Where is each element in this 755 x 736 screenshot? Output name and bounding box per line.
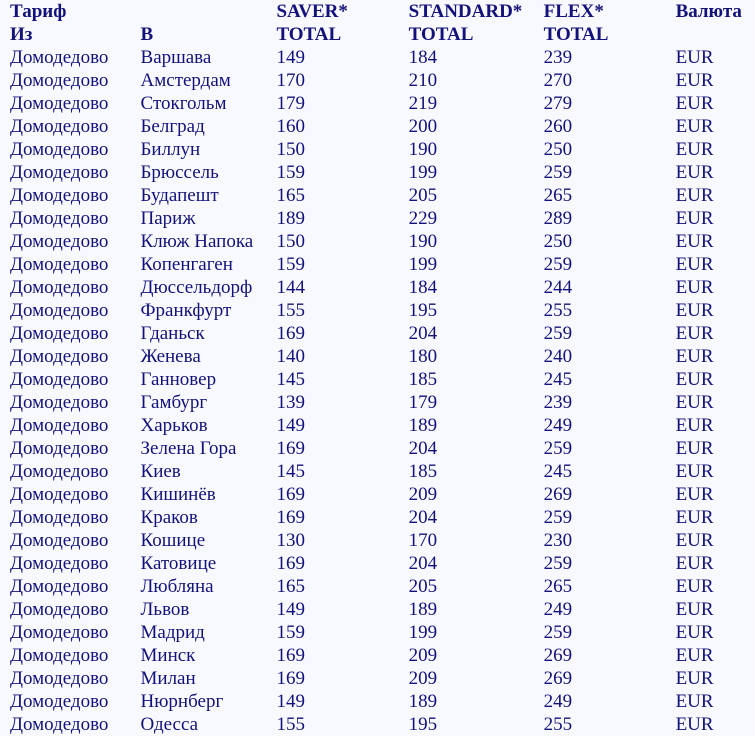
cell-to: Нюрнберг (140, 691, 224, 712)
cell-standard-total: 205 (408, 185, 438, 206)
cell-to: Милан (140, 668, 196, 689)
header-flex-total: TOTAL (543, 24, 609, 45)
cell-to: Катовице (140, 553, 217, 574)
cell-standard-total: 204 (408, 438, 438, 459)
cell-standard-total: 180 (408, 346, 438, 367)
cell-saver-total: 149 (276, 47, 305, 68)
table-row (10, 46, 755, 69)
cell-saver-total: 159 (276, 622, 305, 643)
cell-from: Домодедово (10, 185, 109, 206)
cell-flex-total: 270 (543, 70, 573, 91)
cell-standard-total: 229 (408, 208, 438, 229)
cell-flex-total: 279 (543, 93, 573, 114)
header-standard: STANDARD* (408, 1, 523, 22)
cell-from: Домодедово (10, 622, 109, 643)
cell-currency: EUR (675, 668, 714, 689)
cell-currency: EUR (675, 116, 714, 137)
cell-standard-total: 204 (408, 323, 438, 344)
cell-standard-total: 195 (408, 300, 438, 321)
header-saver-total: TOTAL (276, 24, 342, 45)
cell-from: Домодедово (10, 346, 109, 367)
cell-flex-total: 269 (543, 668, 573, 689)
cell-to: Белград (140, 116, 205, 137)
table-row (10, 230, 755, 253)
cell-from: Домодедово (10, 208, 109, 229)
cell-standard-total: 184 (408, 277, 438, 298)
cell-standard-total: 199 (408, 254, 438, 275)
cell-from: Домодедово (10, 576, 109, 597)
cell-saver-total: 169 (276, 668, 305, 689)
header-to: В (140, 24, 154, 45)
cell-saver-total: 159 (276, 162, 305, 183)
cell-currency: EUR (675, 323, 714, 344)
cell-from: Домодедово (10, 254, 109, 275)
table-row (10, 644, 755, 667)
table-row (10, 598, 755, 621)
cell-flex-total: 259 (543, 323, 573, 344)
cell-from: Домодедово (10, 668, 109, 689)
table-row (10, 414, 755, 437)
cell-currency: EUR (675, 47, 714, 68)
cell-currency: EUR (675, 461, 714, 482)
table-row (10, 207, 755, 230)
table-row (10, 460, 755, 483)
cell-to: Женева (140, 346, 201, 367)
cell-standard-total: 199 (408, 622, 438, 643)
header-row-2 (10, 23, 755, 46)
table-row (10, 161, 755, 184)
table-row (10, 299, 755, 322)
cell-to: Львов (140, 599, 190, 620)
cell-flex-total: 239 (543, 47, 573, 68)
cell-standard-total: 190 (408, 139, 438, 160)
cell-standard-total: 189 (408, 691, 438, 712)
cell-currency: EUR (675, 530, 714, 551)
cell-to: Париж (140, 208, 196, 229)
cell-to: Минск (140, 645, 196, 666)
cell-flex-total: 230 (543, 530, 573, 551)
cell-standard-total: 185 (408, 461, 438, 482)
cell-from: Домодедово (10, 553, 109, 574)
cell-standard-total: 184 (408, 47, 438, 68)
cell-currency: EUR (675, 254, 714, 275)
cell-standard-total: 204 (408, 507, 438, 528)
cell-flex-total: 255 (543, 300, 573, 321)
cell-standard-total: 190 (408, 231, 438, 252)
cell-saver-total: 149 (276, 415, 305, 436)
cell-saver-total: 140 (276, 346, 305, 367)
table-row (10, 391, 755, 414)
cell-from: Домодедово (10, 162, 109, 183)
cell-flex-total: 269 (543, 484, 573, 505)
cell-currency: EUR (675, 645, 714, 666)
cell-flex-total: 259 (543, 507, 573, 528)
cell-currency: EUR (675, 691, 714, 712)
cell-saver-total: 169 (276, 507, 305, 528)
cell-flex-total: 239 (543, 392, 573, 413)
cell-saver-total: 155 (276, 300, 305, 321)
cell-currency: EUR (675, 415, 714, 436)
cell-flex-total: 250 (543, 231, 573, 252)
cell-from: Домодедово (10, 691, 109, 712)
cell-saver-total: 169 (276, 438, 305, 459)
header-saver: SAVER* (276, 1, 348, 22)
cell-from: Домодедово (10, 714, 109, 735)
cell-to: Ганновер (140, 369, 217, 390)
cell-flex-total: 265 (543, 185, 573, 206)
cell-flex-total: 260 (543, 116, 573, 137)
cell-saver-total: 149 (276, 599, 305, 620)
cell-to: Стокгольм (140, 93, 227, 114)
header-from: Из (10, 24, 33, 45)
cell-saver-total: 165 (276, 576, 305, 597)
cell-from: Домодедово (10, 300, 109, 321)
table-row (10, 506, 755, 529)
cell-saver-total: 150 (276, 139, 305, 160)
cell-to: Кишинёв (140, 484, 216, 505)
cell-currency: EUR (675, 277, 714, 298)
cell-flex-total: 269 (543, 645, 573, 666)
cell-currency: EUR (675, 622, 714, 643)
cell-currency: EUR (675, 70, 714, 91)
cell-from: Домодедово (10, 369, 109, 390)
header-row-1 (10, 0, 755, 23)
table-body (10, 46, 755, 736)
cell-to: Амстердам (140, 70, 231, 91)
cell-saver-total: 150 (276, 231, 305, 252)
cell-from: Домодедово (10, 415, 109, 436)
cell-currency: EUR (675, 162, 714, 183)
cell-from: Домодедово (10, 70, 109, 91)
cell-to: Харьков (140, 415, 208, 436)
cell-to: Одесса (140, 714, 199, 735)
cell-flex-total: 249 (543, 599, 573, 620)
cell-standard-total: 210 (408, 70, 438, 91)
cell-from: Домодедово (10, 438, 109, 459)
cell-saver-total: 145 (276, 461, 305, 482)
header-currency-sub (676, 23, 755, 46)
cell-from: Домодедово (10, 392, 109, 413)
cell-currency: EUR (675, 208, 714, 229)
table-row (10, 322, 755, 345)
cell-standard-total: 209 (408, 668, 438, 689)
cell-standard-total: 179 (408, 392, 438, 413)
table-header (10, 0, 755, 46)
cell-standard-total: 189 (408, 415, 438, 436)
cell-from: Домодедово (10, 323, 109, 344)
cell-flex-total: 245 (543, 369, 573, 390)
cell-saver-total: 139 (276, 392, 305, 413)
header-empty (141, 0, 277, 23)
cell-currency: EUR (675, 438, 714, 459)
cell-to: Мадрид (140, 622, 205, 643)
cell-saver-total: 169 (276, 553, 305, 574)
table-row (10, 276, 755, 299)
cell-saver-total: 145 (276, 369, 305, 390)
cell-from: Домодедово (10, 231, 109, 252)
cell-saver-total: 169 (276, 645, 305, 666)
cell-to: Брюссель (140, 162, 219, 183)
cell-saver-total: 170 (276, 70, 305, 91)
cell-flex-total: 255 (543, 714, 573, 735)
cell-saver-total: 179 (276, 93, 305, 114)
cell-to: Гамбург (140, 392, 208, 413)
cell-standard-total: 204 (408, 553, 438, 574)
table-row (10, 253, 755, 276)
cell-from: Домодедово (10, 484, 109, 505)
table-row (10, 690, 755, 713)
cell-currency: EUR (675, 185, 714, 206)
cell-currency: EUR (675, 507, 714, 528)
cell-saver-total: 169 (276, 323, 305, 344)
cell-to: Копенгаген (140, 254, 233, 275)
table-row (10, 713, 755, 736)
table-row (10, 69, 755, 92)
cell-from: Домодедово (10, 461, 109, 482)
cell-to: Будапешт (140, 185, 219, 206)
cell-standard-total: 189 (408, 599, 438, 620)
cell-flex-total: 259 (543, 622, 573, 643)
cell-from: Домодедово (10, 116, 109, 137)
cell-standard-total: 209 (408, 645, 438, 666)
header-currency: Валюта (675, 1, 742, 22)
cell-flex-total: 259 (543, 438, 573, 459)
table-row (10, 667, 755, 690)
table-row (10, 138, 755, 161)
tariff-table (10, 0, 755, 736)
table-row (10, 552, 755, 575)
cell-from: Домодедово (10, 530, 109, 551)
cell-standard-total: 209 (408, 484, 438, 505)
cell-standard-total: 185 (408, 369, 438, 390)
cell-flex-total: 259 (543, 162, 573, 183)
cell-standard-total: 219 (408, 93, 438, 114)
cell-currency: EUR (675, 599, 714, 620)
table-row (10, 184, 755, 207)
table-row (10, 621, 755, 644)
cell-to: Клюж Напока (140, 231, 254, 252)
cell-from: Домодедово (10, 507, 109, 528)
cell-currency: EUR (675, 576, 714, 597)
cell-to: Франкфурт (140, 300, 232, 321)
cell-flex-total: 249 (543, 691, 573, 712)
cell-to: Кошице (140, 530, 206, 551)
cell-to: Биллун (140, 139, 201, 160)
cell-to: Зелена Гора (140, 438, 237, 459)
cell-flex-total: 259 (543, 553, 573, 574)
header-flex: FLEX* (543, 1, 604, 22)
cell-to: Дюссельдорф (140, 277, 253, 298)
table-row (10, 368, 755, 391)
table-row (10, 92, 755, 115)
cell-flex-total: 259 (543, 254, 573, 275)
cell-currency: EUR (675, 392, 714, 413)
table-row (10, 529, 755, 552)
cell-from: Домодедово (10, 93, 109, 114)
table-row (10, 345, 755, 368)
cell-to: Киев (140, 461, 181, 482)
cell-from: Домодедово (10, 47, 109, 68)
cell-standard-total: 199 (408, 162, 438, 183)
cell-standard-total: 170 (408, 530, 438, 551)
cell-currency: EUR (675, 139, 714, 160)
table-row (10, 483, 755, 506)
cell-to: Варшава (140, 47, 212, 68)
cell-saver-total: 159 (276, 254, 305, 275)
cell-currency: EUR (675, 231, 714, 252)
cell-from: Домодедово (10, 599, 109, 620)
header-standard-total: TOTAL (408, 24, 474, 45)
cell-currency: EUR (675, 300, 714, 321)
cell-to: Любляна (140, 576, 214, 597)
cell-to: Гданьск (140, 323, 205, 344)
cell-saver-total: 189 (276, 208, 305, 229)
cell-flex-total: 250 (543, 139, 573, 160)
cell-currency: EUR (675, 346, 714, 367)
cell-currency: EUR (675, 553, 714, 574)
cell-to: Краков (140, 507, 198, 528)
cell-saver-total: 165 (276, 185, 305, 206)
cell-saver-total: 169 (276, 484, 305, 505)
cell-from: Домодедово (10, 277, 109, 298)
cell-standard-total: 195 (408, 714, 438, 735)
cell-saver-total: 144 (276, 277, 305, 298)
table-row (10, 115, 755, 138)
cell-flex-total: 240 (543, 346, 573, 367)
cell-flex-total: 289 (543, 208, 573, 229)
cell-saver-total: 149 (276, 691, 305, 712)
cell-currency: EUR (675, 484, 714, 505)
table-row (10, 575, 755, 598)
cell-flex-total: 244 (543, 277, 573, 298)
cell-saver-total: 130 (276, 530, 305, 551)
cell-standard-total: 205 (408, 576, 438, 597)
cell-saver-total: 160 (276, 116, 305, 137)
cell-currency: EUR (675, 93, 714, 114)
cell-from: Домодедово (10, 139, 109, 160)
cell-standard-total: 200 (408, 116, 438, 137)
table-row (10, 437, 755, 460)
cell-flex-total: 265 (543, 576, 573, 597)
cell-currency: EUR (675, 714, 714, 735)
cell-saver-total: 155 (276, 714, 305, 735)
cell-flex-total: 249 (543, 415, 573, 436)
cell-flex-total: 245 (543, 461, 573, 482)
header-tariff: Тариф (10, 1, 67, 22)
cell-from: Домодедово (10, 645, 109, 666)
cell-currency: EUR (675, 369, 714, 390)
